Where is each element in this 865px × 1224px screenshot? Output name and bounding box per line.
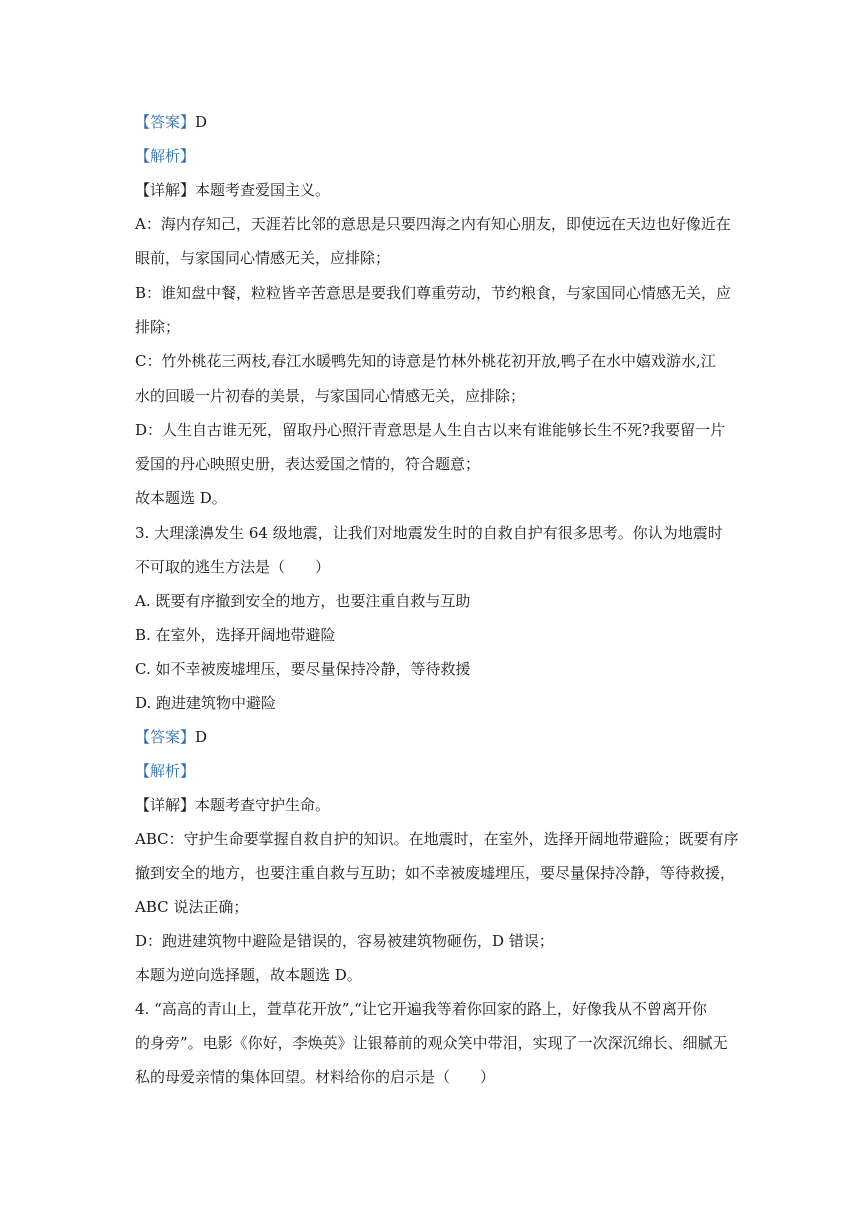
answer-label: 【答案】 xyxy=(135,728,196,746)
answer-value: D xyxy=(195,113,208,131)
q2-line-c2: 水的回暖一片初春的美景，与家国同心情感无关，应排除； xyxy=(135,387,526,405)
q3-stem-line-1: 3. 大理漾濞发生 64 级地震，让我们对地震发生时的自救自护有很多思考。你认为地震时 xyxy=(135,524,723,542)
detail-label: 【详解】 xyxy=(135,181,196,199)
analysis-label: 【解析】 xyxy=(135,762,196,780)
q2-line-a1: A：海内存知己，天涯若比邻的意思是只要四海之内有知心朋友，即使远在天边也好像近在 xyxy=(135,215,731,233)
q4-stem-line-1: 4. “高高的青山上，萱草花开放”,“让它开遍我等着你回家的路上，好像我从不曾离开你 xyxy=(135,1000,707,1018)
q4-stem-line-3: 私的母爱亲情的集体回望。材料给你的启示是（ ） xyxy=(135,1068,496,1086)
q3-option-c: C. 如不幸被废墟埋压，要尽量保持冷静，等待救援 xyxy=(135,660,471,678)
q2-line-c1: C：竹外桃花三两枝,春江水暖鸭先知的诗意是竹林外桃花初开放,鸭子在水中嬉戏游水,江 xyxy=(135,352,716,370)
analysis-label: 【解析】 xyxy=(135,147,196,165)
q3-answer-line xyxy=(135,727,735,747)
q3-explain-1: ABC：守护生命要掌握自救自护的知识。在地震时，在室外，选择开阔地带避险；既要有序 xyxy=(135,830,739,848)
q4-stem-line-2: 的身旁”。电影《你好，李焕英》让银幕前的观众笑中带泪，实现了一次深沉绵长、细腻无 xyxy=(135,1034,728,1052)
q2-line-b2: 排除； xyxy=(135,318,181,336)
q3-explain-3: ABC 说法正确； xyxy=(135,898,249,916)
q2-conclusion: 故本题选 D。 xyxy=(135,489,227,507)
detail-text: 本题考查守护生命。 xyxy=(195,796,331,814)
q2-detail-line xyxy=(135,180,735,200)
detail-label: 【详解】 xyxy=(135,796,196,814)
q3-explain-2: 撤到安全的地方，也要注重自救与互助；如不幸被废墟埋压，要尽量保持冷静，等待救援， xyxy=(135,864,736,882)
q3-option-d: D. 跑进建筑物中避险 xyxy=(135,694,277,712)
q2-line-a2: 眼前，与家国同心情感无关，应排除； xyxy=(135,249,391,267)
q3-detail-line xyxy=(135,795,735,815)
q3-option-a: A. 既要有序撤到安全的地方，也要注重自救与互助 xyxy=(135,592,471,610)
q2-line-b1: B：谁知盘中餐，粒粒皆辛苦意思是要我们尊重劳动，节约粮食，与家国同心情感无关，应 xyxy=(135,284,732,302)
q3-explain-4: D：跑进建筑物中避险是错误的，容易被建筑物砸伤，D 错误； xyxy=(135,932,554,950)
detail-text: 本题考查爱国主义。 xyxy=(195,181,331,199)
q2-line-d2: 爱国的丹心映照史册，表达爱国之情的，符合题意； xyxy=(135,455,481,473)
answer-label: 【答案】 xyxy=(135,113,196,131)
q3-option-b: B. 在室外，选择开阔地带避险 xyxy=(135,626,336,644)
q3-conclusion: 本题为逆向选择题，故本题选 D。 xyxy=(135,966,362,984)
q3-stem-line-2: 不可取的逃生方法是（ ） xyxy=(135,558,331,576)
q2-answer-line xyxy=(135,112,735,132)
answer-value: D xyxy=(195,728,208,746)
q2-line-d1: D：人生自古谁无死，留取丹心照汗青意思是人生自古以来有谁能够长生不死?我要留一片 xyxy=(135,421,726,439)
